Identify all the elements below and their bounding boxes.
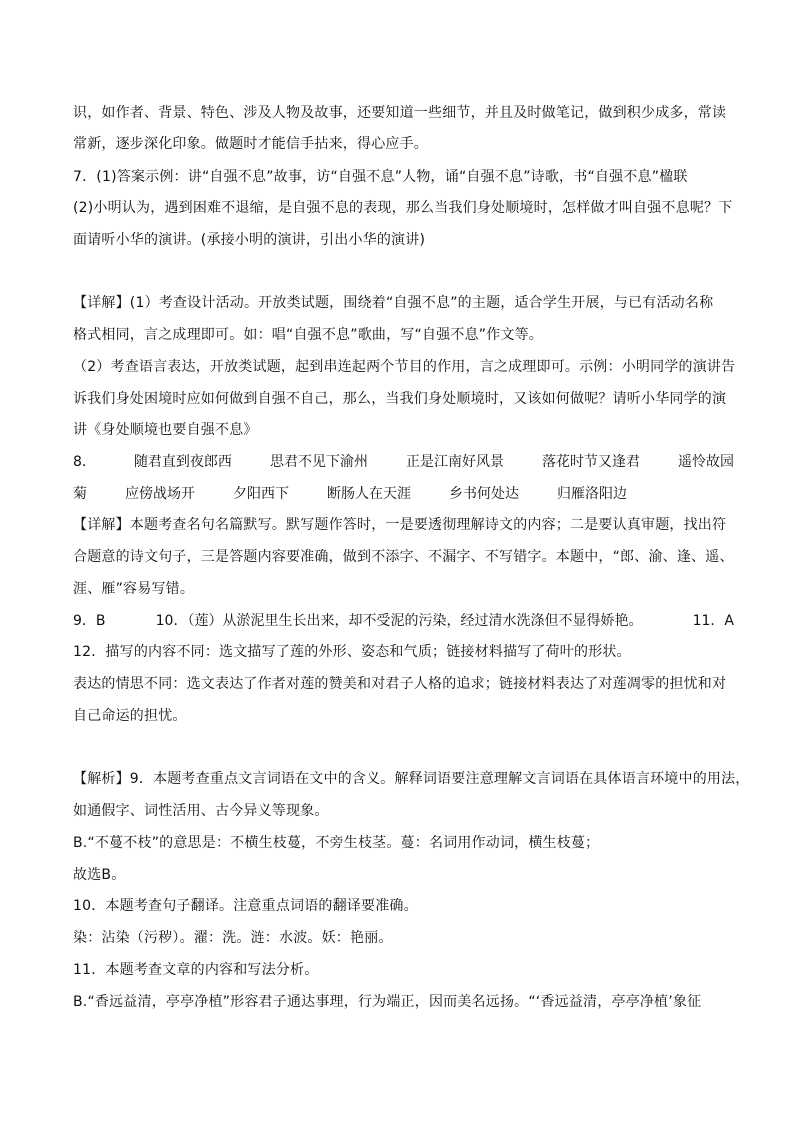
text-line: 自己命运的担忧。 [73, 708, 187, 724]
answer-7-part1: 7．(1)答案示例：讲“自强不息”故事，访“自强不息”人物，诵“自强不息”诗歌，书“自强不息”楹联 [73, 169, 688, 185]
answer-12: 12．描写的内容不同：选文描写了莲的外形、姿态和气质；链接材料描写了荷叶的形状。 [73, 644, 631, 660]
poem-item: 思君不见下渝州 [269, 454, 368, 470]
answer-9: 9．B [73, 613, 106, 629]
answer-11: 11．A [692, 613, 734, 629]
answers-9-11 [73, 612, 734, 630]
poem-item: 夕阳西下 [233, 486, 289, 502]
text-line: 故选B。 [73, 867, 126, 883]
text-line: 诉我们身处困境时应如何做到自强不自己，那么，当我们身处顺境时，又该如何做呢？请听小华同学的演 [73, 391, 727, 407]
text-line: 面请听小华的演讲。(承接小明的演讲，引出小华的演讲) [73, 232, 426, 248]
text-line: B.“不蔓不枝”的意思是：不横生枝蔓，不旁生枝茎。蔓：名词用作动词，横生枝蔓； [73, 835, 600, 851]
text-line: 10．本题考查句子翻译。注意重点词语的翻译要准确。 [73, 898, 418, 914]
poem-item: 8． [73, 454, 96, 470]
poem-item: 菊 [73, 486, 87, 502]
answer-10: 10．（莲）从淤泥里生长出来，却不受泥的污染，经过清水洗涤但不显得娇艳。 [155, 613, 643, 629]
answer-8-row1 [73, 453, 734, 471]
text-line: 讲《身处顺境也要自强不息》 [73, 422, 258, 438]
answer-7-part2: (2)小明认为，遇到困难不退缩，是自强不息的表现，那么当我们身处顺境时，怎样做才叫自强不息呢？下 [73, 200, 733, 216]
poem-item: 断肠人在天涯 [327, 486, 411, 502]
poem-item: 应傍战场开 [125, 486, 195, 502]
detail-heading-7: 【详解】(1）考查设计活动。开放类试题，围绕着“自强不息”的主题，适合学生开展，与已有活动名称 [73, 295, 714, 311]
text-line: 合题意的诗文句子，三是答题内容要准确，做到不添字、不漏字、不写错字。本题中，“郎、渝、逢、遥、 [73, 549, 734, 565]
answer-8-row2 [73, 485, 734, 503]
detail-heading-8: 【详解】本题考查名句名篇默写。默写题作答时，一是要透彻理解诗文的内容；二是要认真审题，找出符 [73, 517, 727, 533]
text-line: 染：沾染（污秽）。濯：洗。涟：水波。妖：艳丽。 [73, 930, 393, 946]
analysis-heading: 【解析】9．本题考查重点文言词语在文中的含义。解释词语要注意理解文言词语在具体语言环境中的用法， [73, 771, 750, 787]
text-line: 11．本题考查文章的内容和写法分析。 [73, 962, 319, 978]
poem-item: 遥怜故园 [678, 454, 734, 470]
text-line: B.“香远益清，亭亭净植”形容君子通达事理，行为端正，因而美名远扬。“‘香远益清，亭亭净植’象征 [73, 994, 702, 1010]
poem-item: 随君直到夜郎西 [133, 454, 232, 470]
text-line: 如通假字、词性活用、古今异义等现象。 [73, 803, 329, 819]
poem-item: 乡书何处达 [449, 486, 519, 502]
poem-item: 落花时节又逢君 [541, 454, 640, 470]
poem-item: 正是江南好风景 [405, 454, 504, 470]
text-line: 常新，逐步深化印象。做题时才能信手拈来，得心应手。 [73, 136, 428, 152]
poem-item: 归雁洛阳边 [557, 486, 627, 502]
text-line: （2）考查语言表达，开放类试题，起到串连起两个节目的作用，言之成理即可。示例：小明同学的演讲告 [73, 359, 736, 375]
text-line: 格式相同，言之成理即可。如：唱“自强不息”歌曲，写“自强不息”作文等。 [73, 327, 544, 343]
text-line: 识，如作者、背景、特色、涉及人物及故事，还要知道一些细节，并且及时做笔记，做到积少成多，常读 [73, 105, 727, 121]
text-line: 涯、雁”容易写错。 [73, 581, 195, 597]
text-line: 表达的情思不同：选文表达了作者对莲的赞美和对君子人格的追求；链接材料表达了对莲凋零的担忧和对 [73, 676, 727, 692]
